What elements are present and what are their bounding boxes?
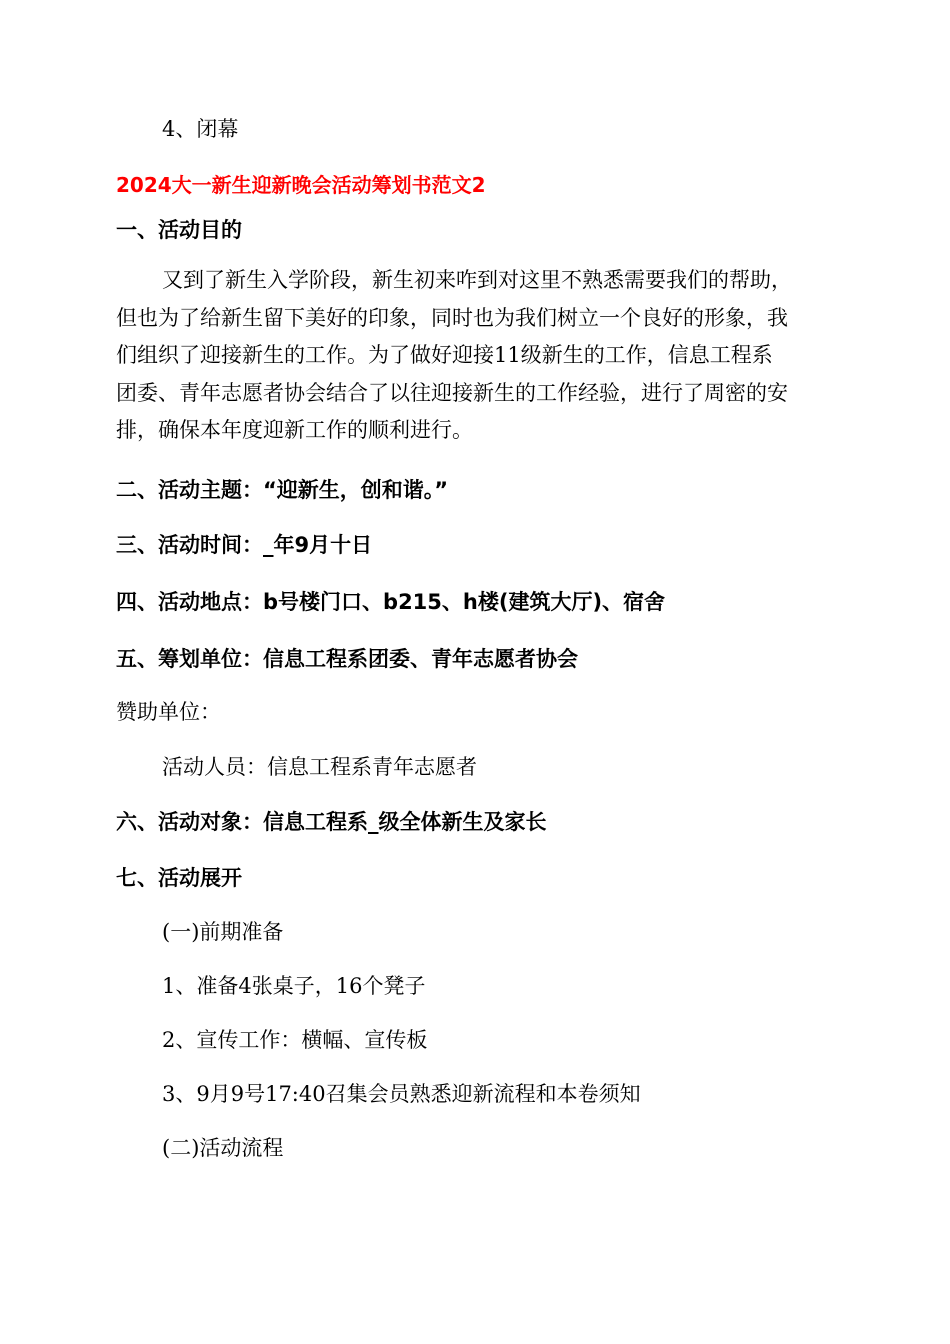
purpose-heading: 一、活动目的 bbox=[116, 218, 242, 242]
purpose-paragraph bbox=[116, 262, 836, 450]
purpose-line: 但也为了给新生留下美好的印象，同时也为我们树立一个良好的形象，我 bbox=[116, 305, 788, 330]
organizer-heading: 五、筹划单位：信息工程系团委、青年志愿者协会 bbox=[116, 647, 578, 671]
theme-heading: 二、活动主题：“迎新生，创和谐。” bbox=[116, 478, 449, 502]
purpose-line: 们组织了迎接新生的工作。为了做好迎接11级新生的工作，信息工程系 bbox=[116, 343, 773, 367]
expansion-heading: 七、活动展开 bbox=[116, 866, 242, 890]
personnel-line: 活动人员：信息工程系青年志愿者 bbox=[162, 755, 477, 779]
purpose-line: 团委、青年志愿者协会结合了以往迎接新生的工作经验，进行了周密的安 bbox=[116, 380, 788, 405]
prep-item-1: 1、准备4张桌子，16个凳子 bbox=[162, 974, 426, 998]
flow-heading: (二)活动流程 bbox=[162, 1136, 284, 1160]
purpose-line: 排，确保本年度迎新工作的顺利进行。 bbox=[116, 418, 473, 442]
time-heading: 三、活动时间：_年9月十日 bbox=[116, 533, 373, 557]
target-heading: 六、活动对象：信息工程系_级全体新生及家长 bbox=[116, 810, 547, 834]
document-title: 2024大一新生迎新晚会活动筹划书范文2 bbox=[116, 173, 486, 197]
closing-item: 4、闭幕 bbox=[162, 117, 239, 141]
prep-item-3: 3、9月9号17:40召集会员熟悉迎新流程和本卷须知 bbox=[162, 1082, 641, 1106]
prep-item-2: 2、宣传工作：横幅、宣传板 bbox=[162, 1028, 428, 1052]
purpose-line: 又到了新生入学阶段，新生初来咋到对这里不熟悉需要我们的帮助， bbox=[162, 268, 792, 292]
sponsor-line: 赞助单位： bbox=[116, 700, 221, 724]
prep-heading: (一)前期准备 bbox=[162, 920, 284, 944]
location-heading: 四、活动地点：b号楼门口、b215、h楼(建筑大厅)、宿舍 bbox=[116, 590, 666, 614]
